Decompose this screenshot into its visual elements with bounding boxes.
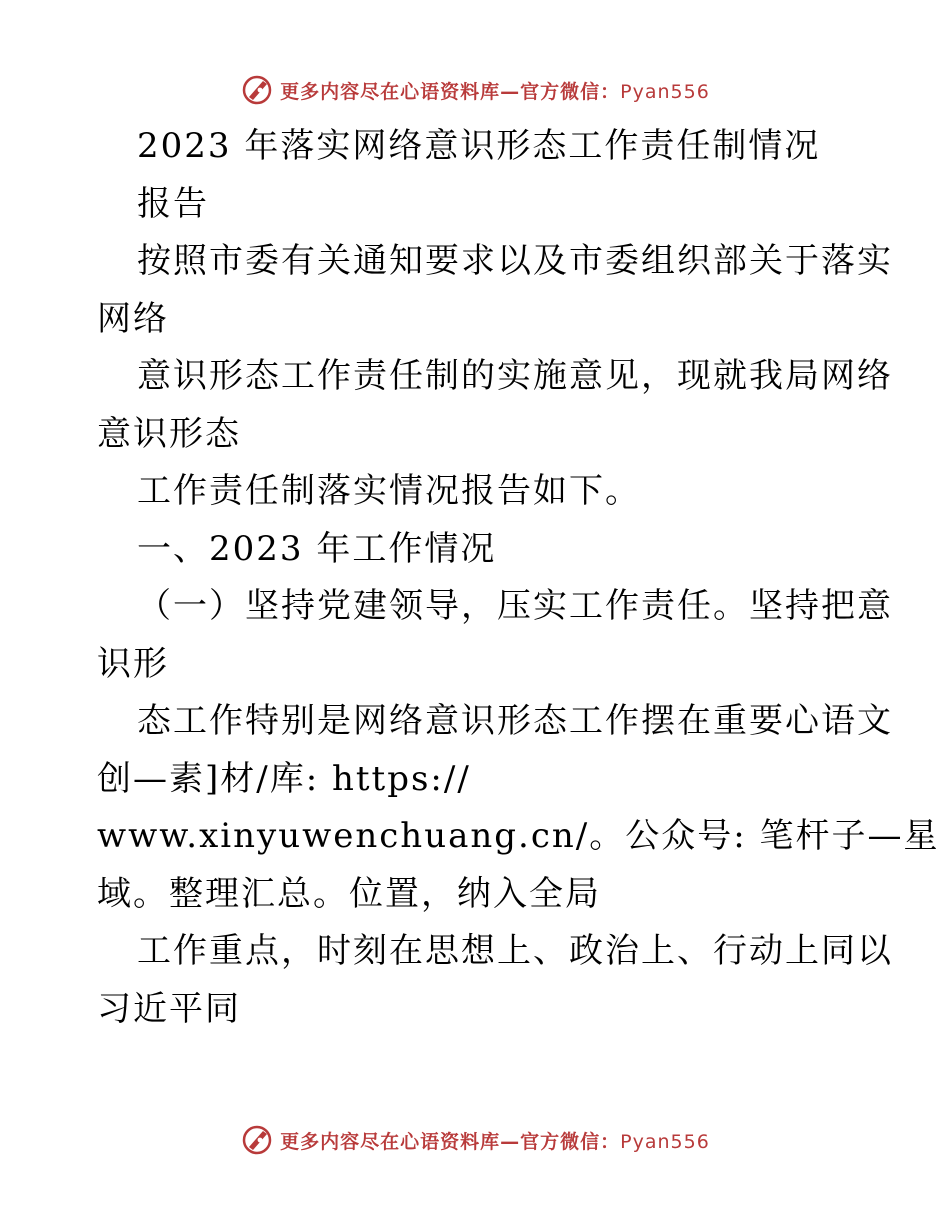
footer-watermark-text: 更多内容尽在心语资料库—官方微信：Pyan556 bbox=[280, 1130, 710, 1153]
paragraph-line: 意识形态工作责任制的实施意见，现就我局网络 bbox=[137, 356, 893, 396]
paragraph-line: 创—素]材/库: https:// bbox=[97, 758, 471, 799]
paragraph-line: www.xinyuwenchuang.cn/。公众号: 笔杆子—星 bbox=[97, 816, 940, 856]
paragraph-line: 工作重点，时刻在思想上、政治上、行动上同以 bbox=[137, 931, 893, 971]
paragraph-line: 习近平同 bbox=[97, 988, 241, 1029]
paragraph-line: 按照市委有关通知要求以及市委组织部关于落实 bbox=[137, 241, 893, 281]
pen-logo-icon bbox=[240, 1123, 274, 1157]
doc-title-line-2: 报告 bbox=[137, 183, 209, 224]
document-body bbox=[97, 118, 940, 1038]
header-watermark-banner bbox=[0, 70, 950, 110]
paragraph-line: 识形 bbox=[97, 643, 169, 684]
section-heading: 一、2023 年工作情况 bbox=[137, 528, 497, 569]
paragraph-line: 域。整理汇总。位置，纳入全局 bbox=[97, 873, 601, 914]
paragraph-line: 态工作特别是网络意识形态工作摆在重要心语文 bbox=[137, 701, 893, 741]
footer-watermark-banner bbox=[0, 1120, 950, 1160]
subsection-heading: （一）坚持党建领导，压实工作责任。坚持把意 bbox=[137, 586, 893, 626]
header-watermark-text: 更多内容尽在心语资料库—官方微信：Pyan556 bbox=[280, 80, 710, 103]
pen-logo-icon bbox=[240, 73, 274, 107]
paragraph-line: 工作责任制落实情况报告如下。 bbox=[137, 471, 641, 511]
doc-title-line-1: 2023 年落实网络意识形态工作责任制情况 bbox=[137, 126, 821, 166]
paragraph-line: 网络 bbox=[97, 298, 169, 339]
paragraph-line: 意识形态 bbox=[97, 413, 241, 454]
